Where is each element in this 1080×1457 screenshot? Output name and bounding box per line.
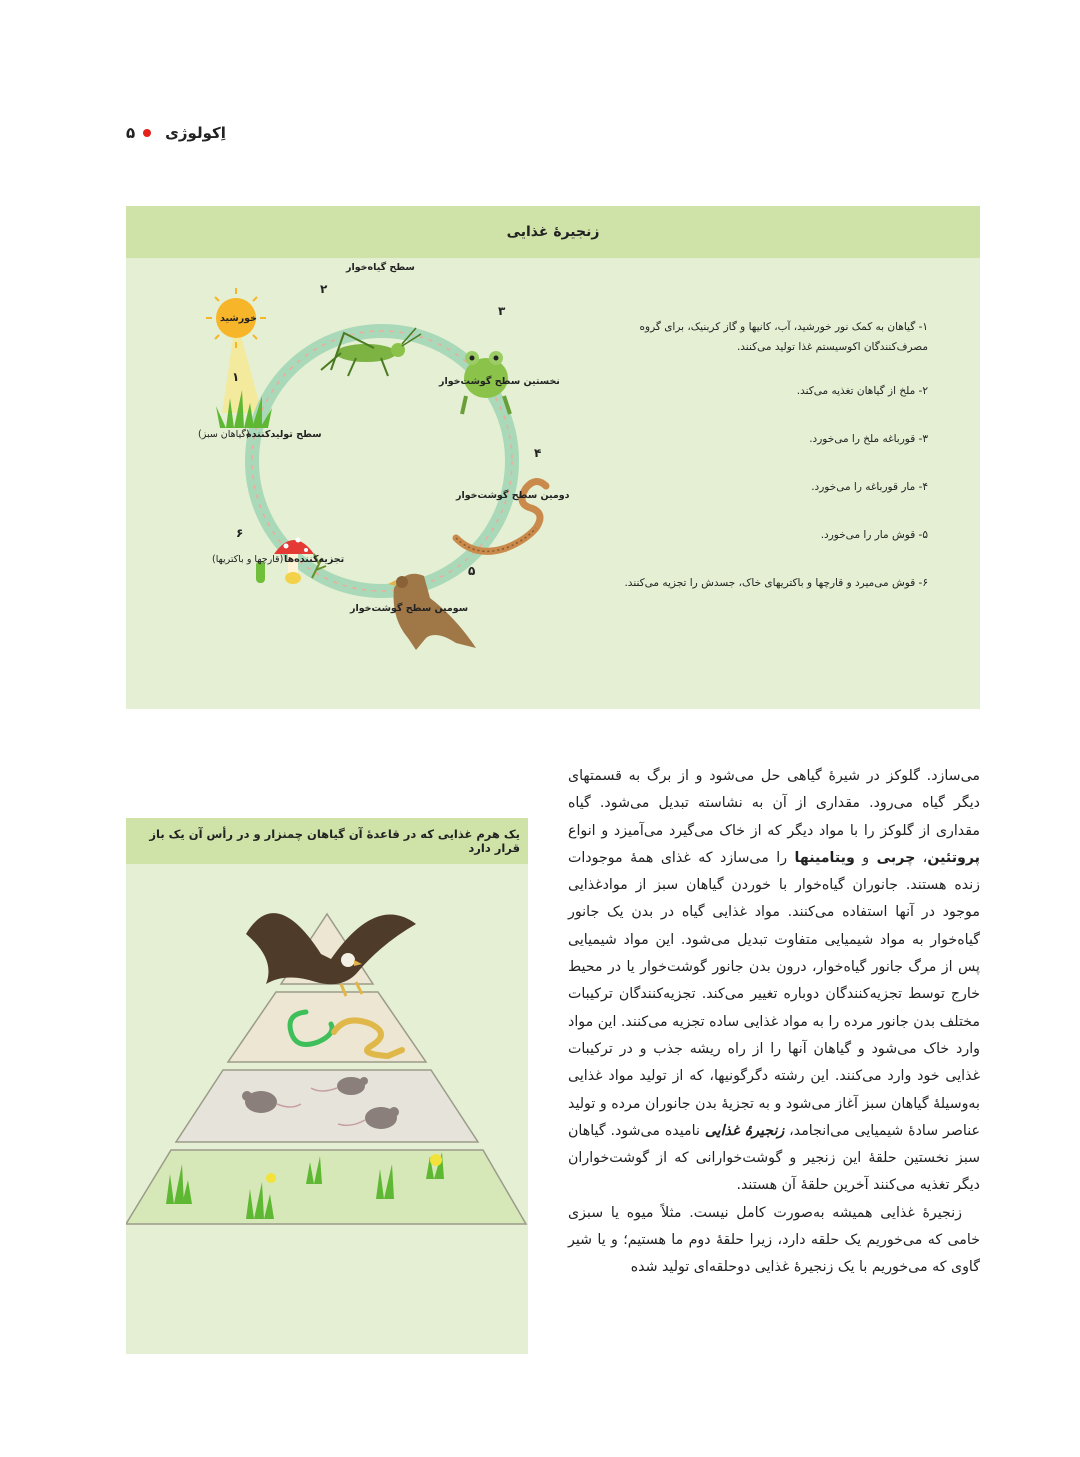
food-chain-cycle-svg bbox=[126, 258, 626, 709]
body-text bbox=[568, 763, 980, 1282]
number-4: ۴ bbox=[534, 446, 542, 460]
food-chain-title: زنجیرهٔ غذایی bbox=[126, 206, 980, 258]
food-chain-diagram bbox=[126, 258, 626, 709]
number-6: ۶ bbox=[236, 526, 244, 540]
third-carnivore-label: سومین سطح گوشت‌خوار bbox=[350, 603, 469, 614]
decomposers-note: (قارچها و باکتریها) bbox=[212, 554, 284, 565]
pyramid-tier-3 bbox=[176, 1070, 478, 1142]
first-carnivore-label: نخستین سطح گوشت‌خوار bbox=[439, 376, 560, 387]
step-1: ۱- گیاهان به کمک نور خورشید، آب، کانیها و گاز کربنیک، برای گروه مصرف‌کنندگان اکوسیستم غذا تولید می‌کنند. bbox=[639, 321, 928, 353]
food-chain-steps bbox=[608, 318, 928, 622]
pyramid-tier-base bbox=[126, 1150, 526, 1224]
food-chain-box bbox=[126, 206, 980, 709]
herbivore-label: سطح گیاه‌خوار bbox=[346, 262, 415, 273]
producer-label: سطح تولیدکننده bbox=[246, 429, 322, 440]
number-2: ۲ bbox=[320, 282, 328, 296]
step-5: ۵- قوش مار را می‌خورد. bbox=[820, 528, 928, 541]
chapter-title: اِکولوژی bbox=[165, 124, 226, 142]
step-6: ۶- قوش می‌میرد و قارچها و باکتریهای خاک، جسدش را تجزیه می‌کنند. bbox=[624, 576, 928, 589]
page-number: ۵ bbox=[126, 124, 136, 142]
dandelion-icon-2 bbox=[266, 1173, 276, 1183]
term-protein: پروتئین bbox=[927, 849, 980, 866]
step-3: ۳- قورباغه ملخ را می‌خورد. bbox=[809, 432, 928, 445]
paragraph-1-part-c: نامیده می‌شود. گیاهان سبز نخستین حلقهٔ این زنجیر و گوشت‌خوارانی که از گوشت‌خواران دیگر تغذیه می‌کنند آخرین حلقهٔ آن هستند. bbox=[568, 1122, 980, 1194]
page-header bbox=[126, 124, 226, 142]
paragraph-1-part-b: را می‌سازد که غذای همهٔ موجودات زنده هستند. جانوران گیاه‌خوار با خوردن گیاهان سبز از موادغذایی موجود در آنها استفاده می‌کنند. مواد غذایی گیاه در بدن یک جانور گیاه‌خوار به مواد شیمیایی متفاوت تبدیل می‌شود. این مواد شیمیایی پس از مرگ جانور گیاه‌خوار، درون بدن جانور گوشت‌خوار یا در محیط خارج توسط تجزیه‌کنندگان دوباره تغییر می‌کند. تجزیه‌کنندگان ترکیبات مختلف بدن جانور مرده را به مواد غذایی ساده تجزیه می‌کنند. این مواد وارد خاک می‌شود و گیاهان آنها را از راه ریشه جذب و در ترکیبات غذایی خود وارد می‌کنند. این رشته دگرگونیها، که از تولید مواد غذایی به‌وسیلهٔ گیاهان سبز آغاز می‌شود و به تجزیهٔ بدن جانوران مرده و تولید عناصر سادهٔ شیمیایی می‌انجامد، bbox=[568, 849, 980, 1139]
paragraph-2: زنجیرهٔ غذایی همیشه به‌صورت کامل نیست. مثلاً میوه یا سبزی خامی که می‌خوریم یک حلقه دارد، زیرا حلقهٔ دوم ما هستیم؛ و یا شیر گاوی که می‌خوریم با یک زنجیرهٔ غذایی دوحلقه‌ای تولید شده bbox=[568, 1204, 980, 1276]
dandelion-icon bbox=[430, 1154, 442, 1166]
step-2: ۲- ملخ از گیاهان تغذیه می‌کند. bbox=[796, 384, 928, 397]
term-vitamins: ویتامینها bbox=[794, 849, 855, 866]
term-food-chain: زنجیرهٔ غذایی bbox=[704, 1122, 785, 1139]
decomposers-label: تجزیه‌کننده‌ها bbox=[284, 554, 345, 565]
paragraph-1-part-a: می‌سازد. گلوکز در شیرهٔ گیاهی حل می‌شود و از برگ به قسمتهای دیگر گیاه می‌رود. مقداری از آن به نشاسته تبدیل می‌شود. گیاه مقداری از گلوکز را با مواد دیگر که از خاک می‌گیرد می‌آمیزد و انواع bbox=[568, 768, 980, 839]
header-dot bbox=[143, 129, 151, 137]
number-3: ۳ bbox=[498, 304, 506, 318]
step-4: ۴- مار قورباغه را می‌خورد. bbox=[811, 480, 928, 493]
food-pyramid-title: یک هرم غذایی که در قاعدهٔ آن گیاهان چمنزار و در رأس آن یک باز قرار دارد bbox=[126, 818, 528, 864]
paragraph-1 bbox=[568, 763, 980, 1200]
separator: ، bbox=[915, 849, 928, 866]
conjunction: و bbox=[854, 849, 877, 866]
number-5: ۵ bbox=[468, 564, 476, 578]
sun-label: خورشید bbox=[220, 313, 257, 324]
food-pyramid-box bbox=[126, 818, 528, 1354]
second-carnivore-label: دومین سطح گوشت‌خوار bbox=[456, 490, 570, 501]
producer-note: (گیاهان سبز) bbox=[198, 429, 250, 440]
term-fat: چربی bbox=[876, 849, 916, 866]
number-1: ۱ bbox=[232, 370, 240, 384]
food-pyramid-svg bbox=[126, 864, 528, 1354]
